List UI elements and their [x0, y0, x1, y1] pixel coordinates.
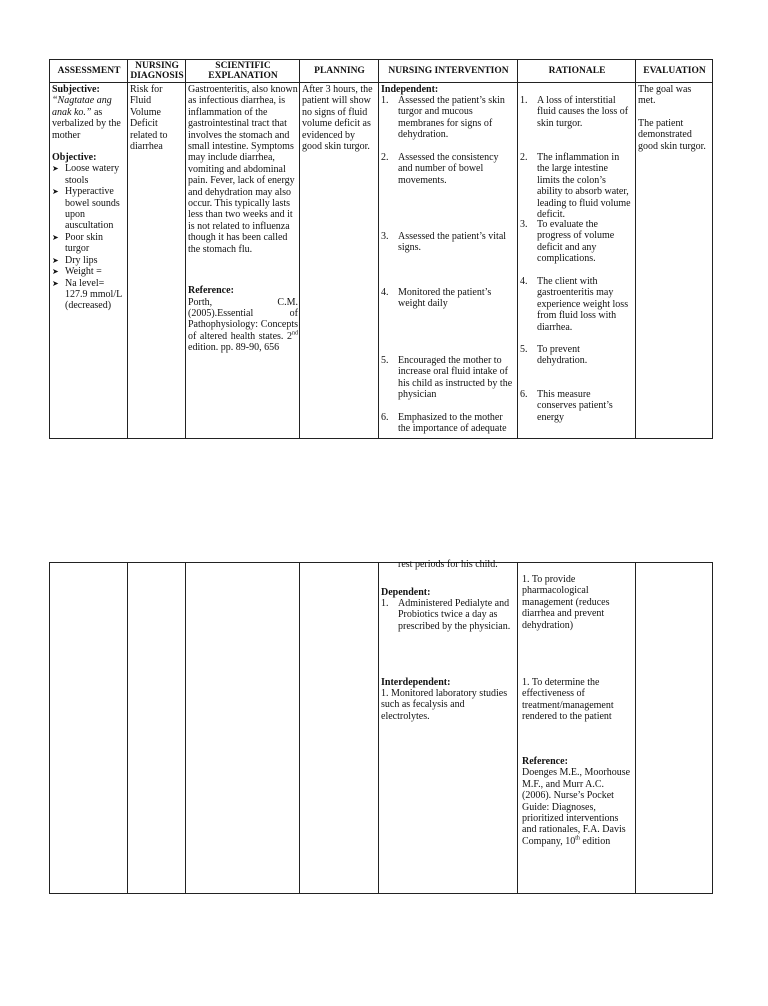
- item-number: 1.: [381, 598, 389, 609]
- rationale-reference: [520, 756, 634, 847]
- header-assessment: ASSESSMENT: [57, 66, 121, 76]
- rationale-item-1: [520, 95, 634, 129]
- explanation-cell: [186, 84, 300, 354]
- rationale-item-6: [520, 389, 634, 423]
- subjective-text: [52, 95, 126, 141]
- intervention-item-6: [381, 412, 516, 435]
- objective-item: ➤ Weight =: [52, 266, 126, 277]
- interdependent-label: Interdependent:: [381, 677, 451, 688]
- intervention-item-2: [381, 152, 516, 186]
- explanation-reference-text: Porth, C.M. (2005).Essential of Pathophysiology: Concepts of altered health states. 2: [188, 296, 298, 342]
- item-number: 4.: [381, 287, 389, 298]
- item-text: Emphasized to the mother the importance of adequate: [398, 412, 507, 435]
- item-text: Encouraged the mother to increase oral fluid intake of his child as instructed by the physician: [398, 355, 513, 401]
- header-divider: [50, 82, 712, 83]
- item-text: Monitored the patient’s weight daily: [398, 287, 492, 310]
- header-planning: PLANNING: [314, 66, 365, 76]
- objective-item: ➤ Na level= 127.9 mmol/L (decreased): [52, 278, 126, 312]
- header-explanation: SCIENTIFIC EXPLANATION: [208, 61, 278, 81]
- rationale-item-5: [520, 344, 634, 367]
- care-plan-table-page-1: [49, 59, 713, 439]
- explanation-reference-tail: edition. pp. 89-90, 656: [188, 342, 280, 354]
- evaluation-detail: The patient demonstrated good skin turgor.: [638, 117, 706, 152]
- item-number: 1.: [520, 95, 528, 106]
- item-text: To prevent dehydration.: [537, 344, 588, 367]
- rationale-item-4: [520, 276, 634, 333]
- dependent-rationale: 1. To provide pharmacological management (reduces diarrhea and prevent dehydration): [522, 574, 610, 631]
- objective-list: [52, 163, 126, 311]
- edition-superscript: th: [575, 835, 580, 842]
- objective-item: ➤ Poor skin turgor: [52, 232, 126, 255]
- header-evaluation: EVALUATION: [643, 66, 706, 76]
- item-text: This measure conserves patient’s energy: [537, 389, 613, 423]
- subjective-source: as verbalized by the mother: [52, 106, 121, 141]
- explanation-reference-label: Reference:: [188, 285, 234, 297]
- dependent-label: Dependent:: [381, 587, 431, 598]
- edition-superscript: nd: [292, 330, 298, 337]
- evaluation-cell: [636, 84, 713, 152]
- item-text: The inflammation in the large intestine limits the colon’s ability to absorb water, leading to fluid volume deficit.: [537, 152, 631, 221]
- intervention-item-3: [381, 231, 516, 254]
- objective-label: Objective:: [52, 152, 97, 164]
- intervention-continued: rest periods for his child.: [398, 559, 498, 570]
- rationale-reference-label: Reference:: [522, 756, 568, 767]
- item-text: Assessed the consistency and number of bowel movements.: [398, 152, 499, 186]
- objective-item: ➤ Loose watery stools: [52, 163, 126, 186]
- item-text: Assessed the patient’s skin turgor and mucous membranes for signs of dehydration.: [398, 95, 505, 141]
- item-text: To evaluate the progress of volume deficit and any complications.: [537, 219, 615, 265]
- header-rationale: RATIONALE: [548, 66, 606, 76]
- item-number: 3.: [381, 231, 389, 242]
- explanation-text: Gastroenteritis, also known as infectious diarrhea, is inflammation of the gastrointestinal tract that involves the stomach and small intestine. Symptoms may include diarrhea, vomiting and abdominal pain. Fever, lack of energy and dehydration may also occur. This typically lasts less than two weeks and it is not related to influenza though it has been called the stomach flu.: [188, 84, 298, 255]
- rationale-reference-text: Doenges M.E., Moorhouse M.F., and Murr A.C. (2006). Nurse’s Pocket Guide: Diagnoses, prioritized interventions and rationales, F.A. Davis Company, 10: [522, 767, 631, 847]
- item-text: Administered Pedialyte and Probiotics twice a day as prescribed by the physician.: [398, 598, 511, 632]
- interdependent-rationale: 1. To determine the effectiveness of treatment/management rendered to the patient: [522, 677, 614, 723]
- subjective-label: Subjective:: [52, 84, 100, 95]
- item-number: 6.: [381, 412, 389, 423]
- diagnosis-text: Risk for Fluid Volume Deficit related to diarrhea: [130, 84, 168, 153]
- item-number: 1.: [381, 95, 389, 106]
- item-number: 5.: [520, 344, 528, 355]
- intervention-item-1: [381, 95, 516, 141]
- dependent-item: [381, 598, 516, 632]
- planning-text: After 3 hours, the patient will show no signs of fluid volume deficit as evidenced by good skin turgor.: [302, 84, 373, 153]
- rationale-item-3: [520, 219, 634, 265]
- assessment-cell: [50, 84, 128, 312]
- objective-item: ➤ Hyperactive bowel sounds upon auscultation: [52, 186, 126, 232]
- care-plan-table-page-2: [49, 559, 713, 894]
- planning-column: [300, 563, 379, 893]
- item-number: 4.: [520, 276, 528, 287]
- evaluation-met: The goal was met.: [638, 84, 692, 107]
- subjective-quote: “Nagtatae ang anak ko.”: [52, 95, 112, 118]
- item-number: 2.: [381, 152, 389, 163]
- header-diagnosis: NURSING DIAGNOSIS: [130, 61, 184, 81]
- independent-label: Independent:: [381, 84, 439, 95]
- item-number: 6.: [520, 389, 528, 400]
- item-number: 3.: [520, 219, 528, 230]
- diagnosis-column: [128, 563, 186, 893]
- evaluation-column: [636, 563, 713, 893]
- assessment-column: [50, 563, 128, 893]
- intervention-item-5: [381, 355, 516, 401]
- item-number: 5.: [381, 355, 389, 366]
- item-text: The client with gastroenteritis may experience weight loss from fluid loss with diarrhea.: [537, 276, 629, 333]
- rationale-item-2: [520, 152, 634, 220]
- objective-item: ➤ Dry lips: [52, 255, 126, 266]
- header-intervention: NURSING INTERVENTION: [388, 66, 509, 76]
- intervention-item-4: [381, 287, 516, 310]
- item-text: A loss of interstitial fluid causes the loss of skin turgor.: [537, 95, 629, 129]
- interdependent-item: 1. Monitored laboratory studies such as fecalysis and electrolytes.: [381, 688, 508, 722]
- explanation-column: [186, 563, 300, 893]
- item-number: 2.: [520, 152, 528, 163]
- explanation-reference: [188, 297, 298, 354]
- item-text: Assessed the patient’s vital signs.: [398, 231, 507, 254]
- rationale-reference-tail: edition: [579, 835, 611, 847]
